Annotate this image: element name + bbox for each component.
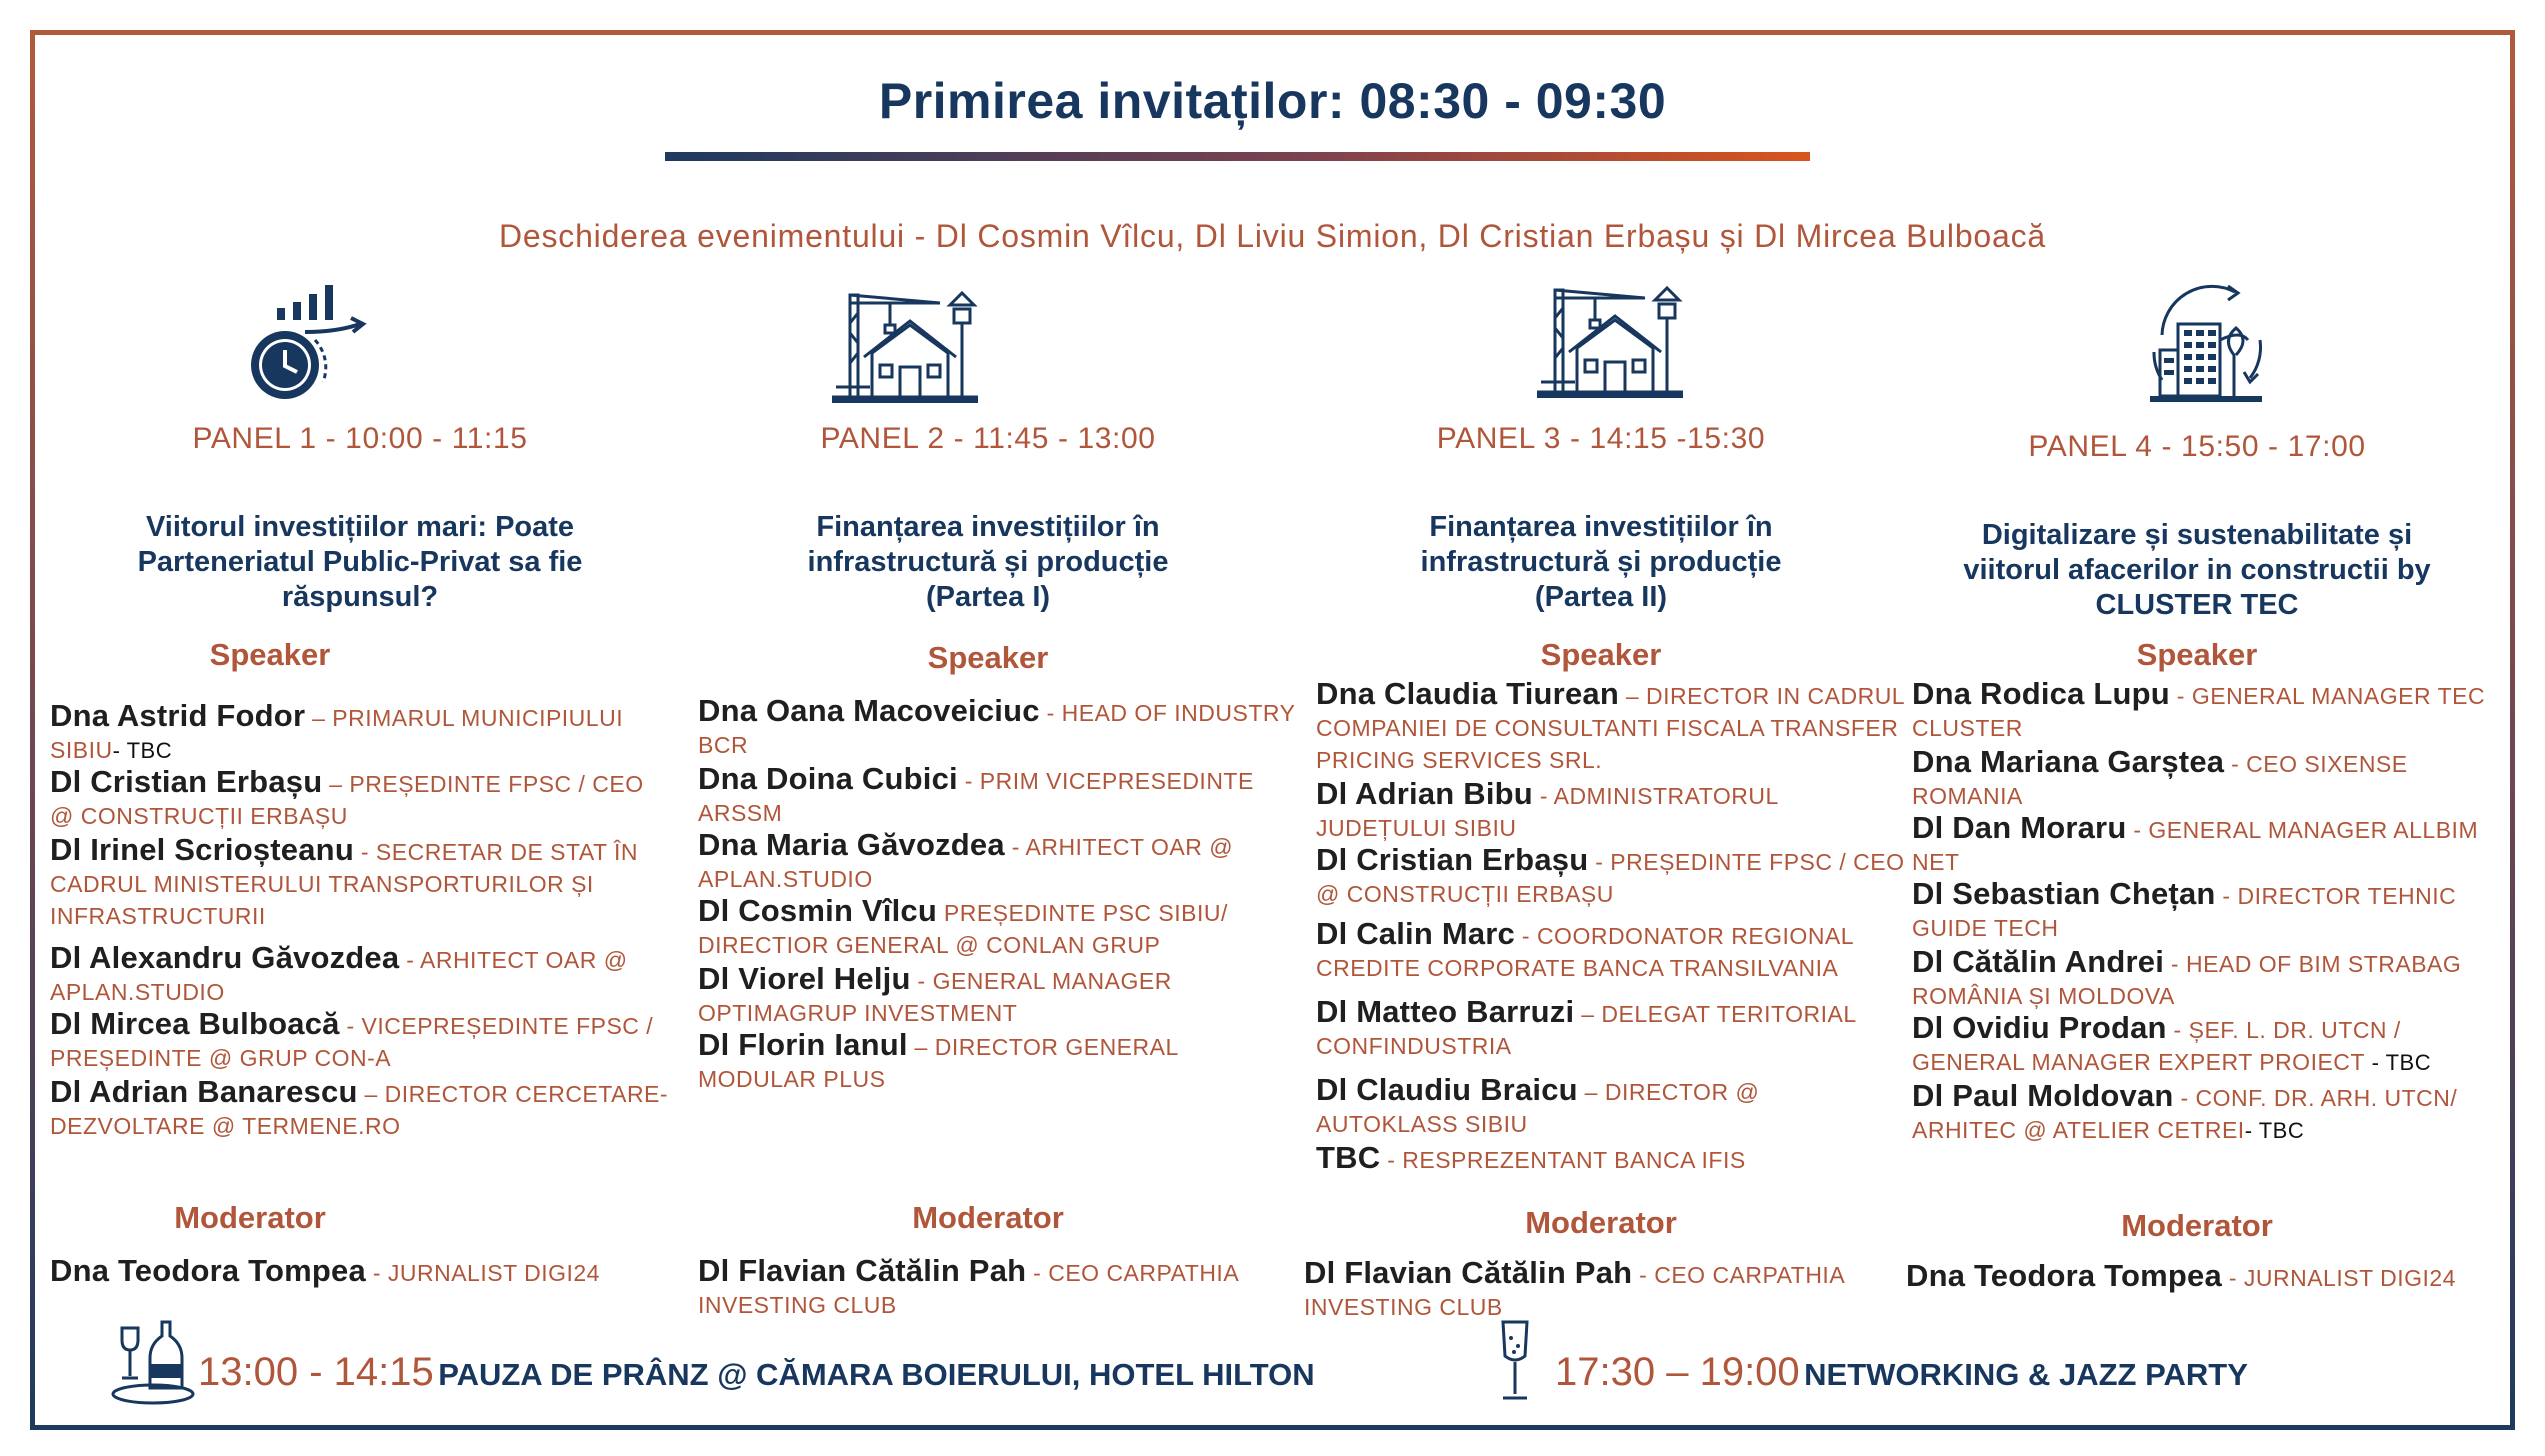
speaker-entry: Dl Claudiu Braicu – DIRECTOR @ AUTOKLASS SIBIU [1316, 1072, 1760, 1137]
panel-title: Digitalizare și sustenabilitate și viitorul afacerilor in constructii by CLUSTER TEC [1963, 519, 2431, 621]
speaker-entry: Dl Cătălin Andrei - HEAD OF BIM STRABAG ROMÂNIA ȘI MOLDOVA [1912, 944, 2462, 1009]
moderator-heading: Moderator [912, 1200, 1064, 1235]
panel-label: PANEL 2 - 11:45 - 13:00 [820, 422, 1156, 455]
panel-label: PANEL 4 - 15:50 - 17:00 [2028, 430, 2366, 463]
panel-1-column [50, 0, 670, 1456]
dinner-wine-icon [108, 1318, 198, 1408]
speaker-entry: Dl Paul Moldovan - CONF. DR. ARH. UTCN/ ARHITEC @ ATELIER CETREI- TBC [1912, 1078, 2458, 1143]
speaker-heading: Speaker [927, 640, 1049, 675]
moderator-entry: Dl Flavian Cătălin Pah - CEO CARPATHIA INVESTING CLUB [698, 1253, 1238, 1318]
speaker-entry: Dl Matteo Barruzi – DELEGAT TERITORIAL CONFINDUSTRIA [1316, 994, 1856, 1059]
panel-4-column [1906, 0, 2502, 1456]
lunch-label: PAUZA DE PRÂNZ @ CĂMARA BOIERULUI, HOTEL HILTON [438, 1357, 1315, 1392]
panel-2-column [698, 0, 1298, 1456]
speaker-heading: Speaker [209, 637, 331, 672]
speaker-entry: TBC - RESPREZENTANT BANCA IFIS [1316, 1140, 1746, 1175]
speaker-entry: Dl Cosmin Vîlcu PREȘEDINTE PSC SIBIU/ DIRECTIOR GENERAL @ CONLAN GRUP [698, 893, 1228, 958]
lunch-line [198, 1350, 1315, 1395]
speaker-entry: Dl Alexandru Găvozdea - ARHITECT OAR @ APLAN.STUDIO [50, 940, 628, 1005]
page-title: Primirea invitaților: 08:30 - 09:30 [878, 73, 1667, 129]
moderator-heading: Moderator [2121, 1208, 2273, 1243]
moderator-heading: Moderator [174, 1200, 326, 1235]
speaker-list [1912, 678, 2502, 1146]
champagne-glass-icon [1495, 1318, 1535, 1408]
networking-label: NETWORKING & JAZZ PARTY [1804, 1357, 2248, 1392]
panel-title: Viitorul investițiilor mari: Poate Parteneriatul Public-Privat sa fie răspunsul? [137, 511, 583, 613]
speaker-entry: Dl Cristian Erbașu – PREȘEDINTE FPSC / CEO @ CONSTRUCȚII ERBAȘU [50, 764, 644, 829]
speaker-entry: Dl Dan Moraru - GENERAL MANAGER ALLBIM NET [1912, 810, 2479, 875]
moderator-entry: Dna Teodora Tompea - JURNALIST DIGI24 [50, 1253, 600, 1288]
speaker-entry: Dl Irinel Scrioșteanu - SECRETAR DE STAT ÎN CADRUL MINISTERULUI TRANSPORTURILOR ȘI INFRASTRUCTURII [50, 832, 639, 929]
speaker-entry: Dna Oana Macoveiciuc - HEAD OF INDUSTRY BCR [698, 693, 1295, 758]
speaker-entry: Dna Doina Cubici - PRIM VICEPRESEDINTE ARSSM [698, 761, 1254, 826]
panel-label: PANEL 1 - 10:00 - 11:15 [192, 422, 528, 455]
speaker-list [1316, 678, 1906, 1182]
speaker-entry: Dl Calin Marc - COORDONATOR REGIONAL CREDITE CORPORATE BANCA TRANSILVANIA [1316, 916, 1854, 981]
speaker-entry: Dl Adrian Bibu - ADMINISTRATORUL JUDEȚULUI SIBIU [1316, 776, 1778, 841]
speaker-entry: Dl Cristian Erbașu - PREȘEDINTE FPSC / CEO @ CONSTRUCȚII ERBAȘU [1316, 842, 1905, 907]
speaker-entry: Dl Mircea Bulboacă - VICEPREȘEDINTE FPSC / PREȘEDINTE @ GRUP CON-A [50, 1006, 654, 1071]
speaker-heading: Speaker [1540, 637, 1662, 672]
networking-time: 17:30 – 19:00 [1555, 1350, 1800, 1394]
speaker-entry: Dl Florin Ianul – DIRECTOR GENERAL MODULAR PLUS [698, 1027, 1178, 1092]
lunch-time: 13:00 - 14:15 [198, 1350, 434, 1394]
moderator-entry: Dna Teodora Tompea - JURNALIST DIGI24 [1906, 1258, 2456, 1293]
speaker-entry: Dna Maria Găvozdea - ARHITECT OAR @ APLAN.STUDIO [698, 827, 1234, 892]
moderator-heading: Moderator [1525, 1205, 1677, 1240]
speaker-entry: Dl Adrian Banarescu – DIRECTOR CERCETARE-DEZVOLTARE @ TERMENE.RO [50, 1074, 669, 1139]
speaker-entry: Dna Claudia Tiurean – DIRECTOR IN CADRUL COMPANIEI DE CONSULTANTI FISCALA TRANSFER PRICING SERVICES SRL. [1316, 676, 1905, 773]
networking-line [1555, 1350, 2248, 1395]
speaker-list [698, 695, 1298, 1095]
panel-3-column [1304, 0, 1906, 1456]
panel-label: PANEL 3 - 14:15 -15:30 [1436, 422, 1766, 455]
speaker-list [50, 700, 670, 1142]
panel-title: Finanțarea investițiilor în infrastructură și producție (Partea II) [1420, 511, 1782, 613]
speaker-entry: Dna Mariana Garștea - CEO SIXENSE ROMANIA [1912, 744, 2408, 809]
speaker-heading: Speaker [2136, 637, 2258, 672]
speaker-entry: Dl Sebastian Chețan - DIRECTOR TEHNIC GUIDE TECH [1912, 876, 2457, 941]
speaker-entry: Dna Rodica Lupu - GENERAL MANAGER TEC CLUSTER [1912, 676, 2486, 741]
panel-title: Finanțarea investițiilor în infrastructură și producție (Partea I) [807, 511, 1169, 613]
moderator-entry: Dl Flavian Cătălin Pah - CEO CARPATHIA INVESTING CLUB [1304, 1255, 1844, 1320]
opening-line: Deschiderea evenimentului - Dl Cosmin Vîlcu, Dl Liviu Simion, Dl Cristian Erbașu și Dl Mircea Bulboacă [498, 218, 2047, 254]
speaker-entry: Dna Astrid Fodor – PRIMARUL MUNICIPIULUI SIBIU- TBC [50, 698, 624, 763]
speaker-entry: Dl Ovidiu Prodan - ȘEF. L. DR. UTCN / GENERAL MANAGER EXPERT PROIECT - TBC [1912, 1010, 2432, 1075]
speaker-entry: Dl Viorel Helju - GENERAL MANAGER OPTIMAGRUP INVESTMENT [698, 961, 1172, 1026]
